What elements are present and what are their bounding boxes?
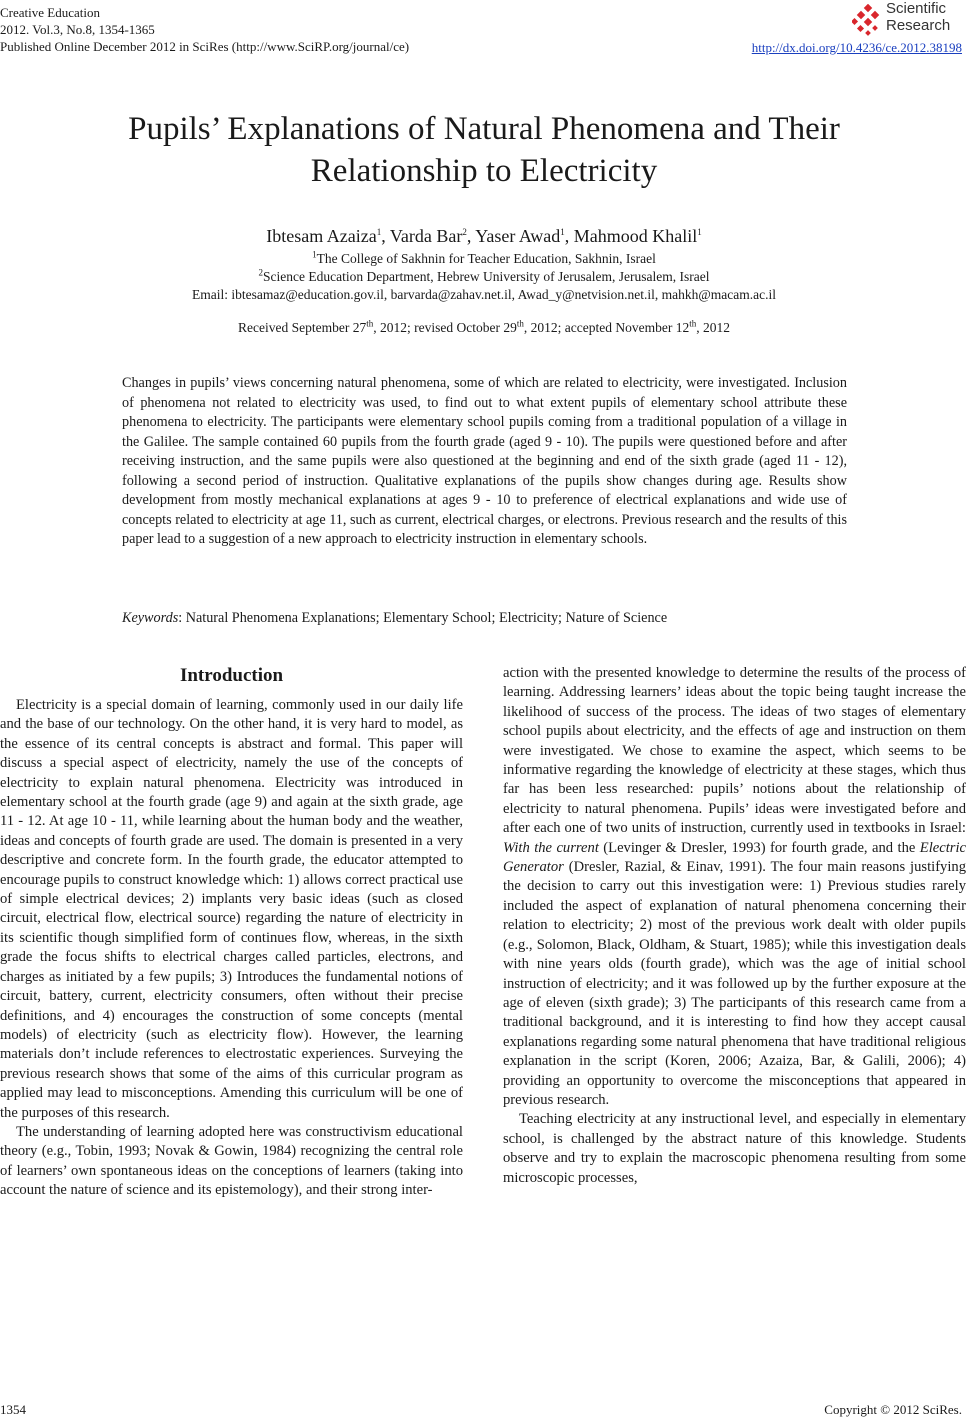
received-dates: Received September 27th, 2012; revised October 29th, 2012; accepted November 12th, 2012 bbox=[238, 318, 730, 335]
left-column bbox=[0, 664, 463, 1201]
body-paragraph: Electricity is a special domain of learning, commonly used in our daily life and the base of our technology. On the other hand, it is very hard to model, as the essence of its central concepts is abstract and formal. This paper will discuss a special aspect of electricity, namely the use of the concepts of electricity to explain natural phenomena. Electricity was introduced in elementary school at the fourth grade (age 9) and again at the sixth grade, age 11 - 12. At age 10 - 11, while learning about the human body and the weather, ideas and concepts of fourth grade are used. The domain is presented in a very descriptive and concrete form. In the fourth grade, the educator attempted to encourage pupils to construct knowledge which: 1) allows correct practical use of simple electrical devices; 2) implants very basic ideas (such as closed circuit, electrical flow, electrical source) regarding the nature of electricity in its scientific though simplified form of continues flow, whereas, in the sixth grade the focus shifts to electrical charges called particles, electrons, and charges as initiated by a few pupils; 3) Introduces the fundamental notions of circuit, battery, current, electricity consumers, often without their precise definitions, and 4) encourages the construction of some concepts (mental models) of electricity (such as electricity flow). However, the learning materials don’t include references to electrostatic experiences. Surveying the previous research shows that some of the aims of this curricular program as applied may lead to misconceptions. Amending this curriculum will be one of the purposes of this research. bbox=[0, 697, 463, 1121]
affiliation: $^1$The College of Sakhnin for Teacher Education, Sakhnin, Israel bbox=[312, 249, 656, 266]
author-name: Yaser Awad bbox=[475, 226, 561, 246]
section-heading: Introduction bbox=[179, 665, 284, 686]
email-line: Email: ibtesamaz@education.gov.il, barvarda@zahav.net.il, Awad_y@netvision.net.il, mahkh@macam.ac.il bbox=[192, 287, 776, 302]
journal-volume: 2012. Vol.3, No.8, 1354-1365 bbox=[0, 22, 155, 37]
affiliation: $^2$Science Education Department, Hebrew University of Jerusalem, Jerusalem, Israel bbox=[258, 267, 710, 284]
published-online: Published Online December 2012 in SciRes (http://www.SciRP.org/journal/ce) bbox=[0, 39, 410, 54]
author-name: Mahmood Khalil bbox=[573, 226, 698, 246]
author-list: Ibtesam Azaiza$^1$, Varda Bar$^2$, Yaser Awad$^1$, Mahmood Khalil$^1$ bbox=[266, 226, 702, 246]
author-name: Varda Bar bbox=[389, 226, 463, 246]
journal-header bbox=[0, 4, 409, 55]
paper-title: Pupils’ Explanations of Natural Phenomena and Their Relationship to Electricity bbox=[128, 111, 840, 189]
right-column bbox=[503, 664, 966, 1188]
body-paragraph: Teaching electricity at any instructional level, and especially in elementary school, is challenged by the abstract nature of this knowledge. Students observe and try to explain the macroscopic phenomena resulting from some microscopic processes, bbox=[503, 1111, 966, 1186]
diamond-dots-icon bbox=[852, 4, 884, 36]
copyright: Copyright © 2012 SciRes. bbox=[824, 1402, 962, 1417]
page-number: 1354 bbox=[0, 1402, 26, 1417]
body-paragraph: action with the presented knowledge to determine the results of the process of learning. Addressing learners’ ideas about the topic being taught increase the likelihood of success of the process. The ideas of two stages of elementary school pupils about electricity, and the effects of age and instruction on them were investigated. We chose to examine the aspect, which seems to be informative regarding the knowledge of electricity at these stages, which thus far has been less researched: pupils’ notions about the relationship of electricity to natural phenomena. Pupils’ ideas were investigated before and after each one of two units of instruction, currently used in textbooks in Israel: With the current (Levinger & Dresler, 1993) for fourth grade, and the Electric Generator (Dresler, Razial, & Einav, 1991). The four main reasons justifying the decision to carry out this investigation were: 1) Previous studies rarely included the aspect of explanation of natural phenomena concerning their relation to electricity; 2) most of the previous work dealt with older pupils (e.g., Solomon, Black, Oldham, & Stuart, 1985); while this investigation deals with nine years olds (fourth grade), which was the age of initial school instruction of electricity; and it was followed up by the further exposure at the age of eleven (sixth grade); 3) The participants of this research came from a traditional background, and it is interesting to find how they accept causal explanations regarding some natural phenomena that have traditional religious explanation in the script (Koren, 2006; Azaiza, Bar, & Galili, 2006); 4) providing an opportunity to overcome the misconceptions that appeared in previous research. bbox=[503, 665, 966, 1108]
author-name: Ibtesam Azaiza bbox=[266, 226, 377, 246]
doi-link[interactable]: http://dx.doi.org/10.4236/ce.2012.38198 bbox=[751, 40, 962, 55]
body-paragraph: The understanding of learning adopted here was constructivism educational theory (e.g., Tobin, 1993; Novak & Gowin, 1984) recognizing the central role of learners’ own spontaneous ideas on the conceptions of learners (taking into account the nature of science and its epistemology), and their strong inter- bbox=[0, 1123, 463, 1199]
keywords: Keywords: Natural Phenomena Explanations; Elementary School; Electricity; Nature of Science bbox=[122, 610, 668, 626]
abstract: Changes in pupils’ views concerning natural phenomena, some of which are related to electricity, were investigated. Inclusion of phenomena not related to electricity was used, to find out to what extent pupils of elementary school attribute these phenomena to electricity. The participants were elementary school pupils coming from a traditional population of a village in the Galilee. The sample contained 60 pupils from the fourth grade (aged 9 - 10). The pupils were questioned before and after receiving instruction, and the same pupils were also questioned at the beginning and end of the sixth grade (aged 11 - 12), following a second period of instruction. Qualitative explanations of the pupils show changes during age. Results show development from mostly mechanical explanations at ages 9 - 10 to preference of electrical explanations and wide use of concepts related to electricity at age 11, such as current, electrical charges, or electrons. Previous research and the results of this paper lead to a suggestion of a new approach to electricity instruction in elementary schools. bbox=[122, 375, 847, 548]
publisher-logo[interactable] bbox=[852, 0, 962, 40]
journal-name: Creative Education bbox=[0, 5, 100, 20]
logo-text: Scientific Research bbox=[886, 0, 951, 34]
